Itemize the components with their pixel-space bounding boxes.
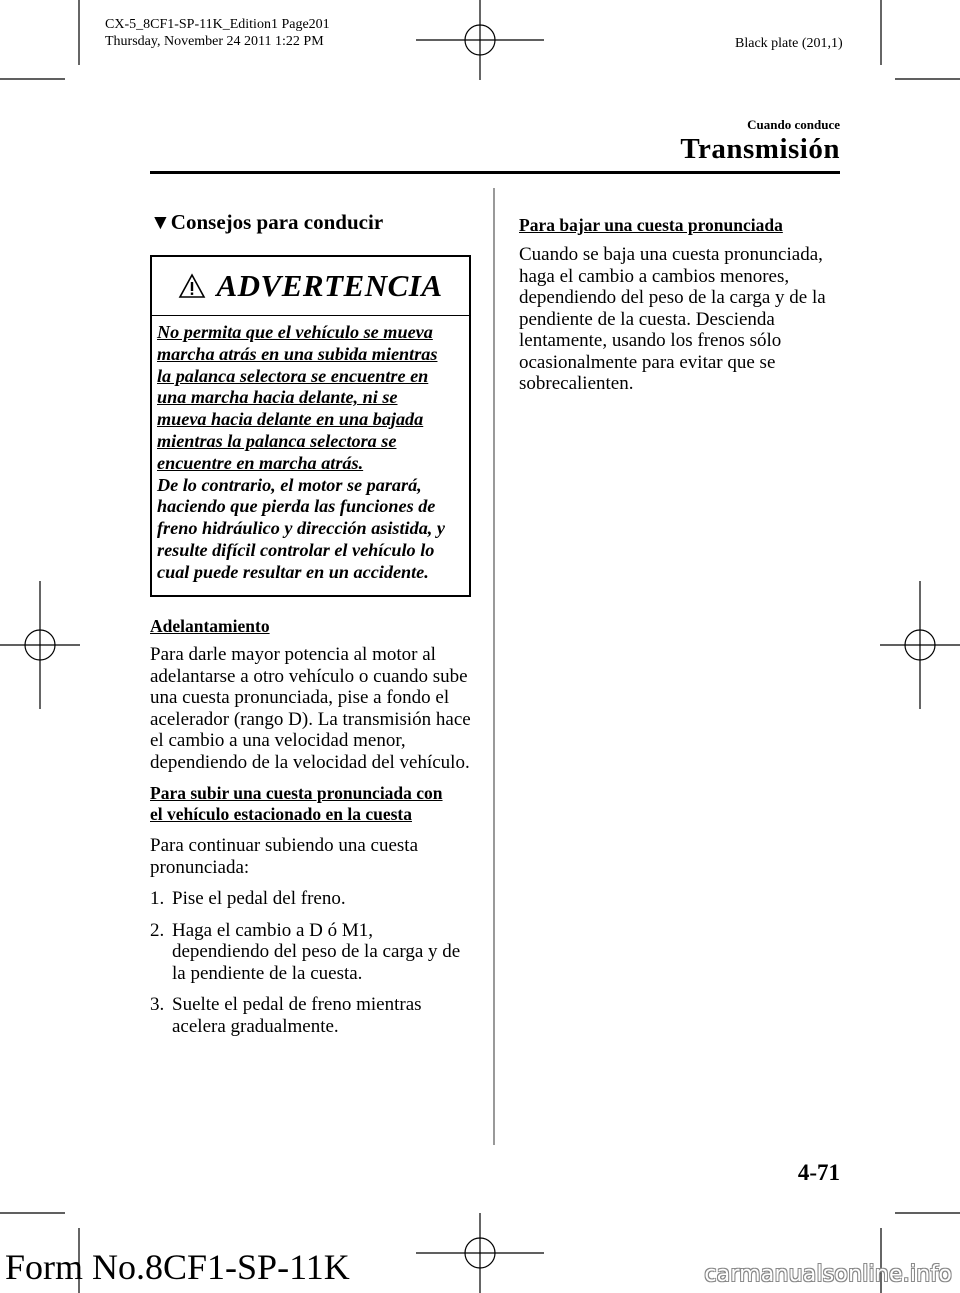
warning-line: resulte difícil controlar el vehículo lo [157,539,435,560]
text-line: Para darle mayor potencia al motor al [150,644,436,665]
step-line: dependiendo del peso de la carga y de [172,941,461,962]
downhill-heading: Para bajar una cuesta pronunciada [519,215,783,235]
text-line: adelantarse a otro vehículo o cuando sube [150,665,468,687]
warning-box [150,255,471,597]
text-line: Cuando se baja una cuesta pronunciada, [519,244,823,265]
text-line: ocasionalmente para evitar que se [519,351,776,373]
section-title: Transmisión [680,133,840,165]
warning-line: mueva hacia delante en una bajada [157,409,424,430]
uphill-heading-line: Para subir una cuesta pronunciada con [150,783,443,803]
watermark-text: carmanualsonline.info [704,1262,952,1287]
warning-body [152,316,469,584]
text-line: Para continuar subiendo una cuesta [150,835,419,856]
left-column [150,210,480,1037]
text-line: sobrecalienten. [519,373,634,394]
step-item [150,994,480,1037]
warning-line: mientras la palanca selectora se [157,430,397,451]
text-line: acelerador (rango D). La transmisión hace [150,708,471,730]
step-line: Haga el cambio a D ó M1, [172,919,374,941]
step-item [150,920,480,985]
step-line: acelera gradualmente. [172,1015,339,1037]
overtaking-paragraph [150,644,480,773]
header-rule [150,171,840,174]
text-line: pendiente de la cuesta. Descienda [519,308,775,330]
right-column [519,215,844,395]
print-slug-line1: CX-5_8CF1-SP-11K_Edition1 Page201 [105,17,330,32]
step-line: la pendiente de la cuesta. [172,962,363,984]
main-heading-text: Consejos para conducir [170,210,384,234]
step-line: Pise el pedal del freno. [172,888,346,909]
text-line: dependiendo del peso de la carga y de la [519,287,826,308]
text-line: el cambio a una velocidad menor, [150,730,406,751]
warning-line: encuentre en marcha atrás. [157,452,364,473]
step-item [150,888,480,910]
step-number: 3. [150,994,165,1015]
warning-line: cual puede resultar en un accidente. [157,561,429,582]
text-line: haga el cambio a cambios menores, [519,265,790,287]
warning-line: marcha atrás en una subida mientras [157,343,438,364]
downhill-paragraph [519,244,844,395]
uphill-heading [150,783,480,825]
overtaking-heading: Adelantamiento [150,616,270,636]
warning-line: freno hidráulico y dirección asistida, y [157,518,445,539]
text-line: lentamente, usando los frenos sólo [519,330,782,351]
uphill-heading-line: el vehículo estacionado en la cuesta [150,804,412,824]
text-line: dependiendo de la velocidad del vehículo. [150,751,470,773]
step-number: 1. [150,888,165,909]
print-slug-line2: Thursday, November 24 2011 1:22 PM [105,34,324,49]
warning-header [152,257,469,316]
step-number: 2. [150,919,165,941]
warning-line: No permita que el vehículo se mueva [157,322,433,342]
print-slug [105,16,330,50]
text-line: una cuesta pronunciada, pise a fondo el [150,687,450,708]
form-number: Form No.8CF1-SP-11K [5,1247,350,1287]
uphill-intro [150,835,480,878]
plate-label: Black plate (201,1) [735,36,843,51]
warning-line: De lo contrario, el motor se parará, [157,474,422,495]
main-heading [150,210,480,235]
warning-line: una marcha hacia delante, ni se [157,387,398,408]
triangle-marker-icon: ▼ [150,210,171,234]
text-line: pronunciada: [150,856,250,878]
warning-line: la palanca selectora se encuentre en [157,365,429,386]
section-label: Cuando conduce [747,117,840,132]
step-line: Suelte el pedal de freno mientras [172,994,422,1015]
page-number: 4-71 [797,1160,840,1185]
warning-title: ADVERTENCIA [216,268,443,303]
warning-triangle-icon [178,273,206,299]
warning-line: haciendo que pierda las funciones de [157,496,436,517]
